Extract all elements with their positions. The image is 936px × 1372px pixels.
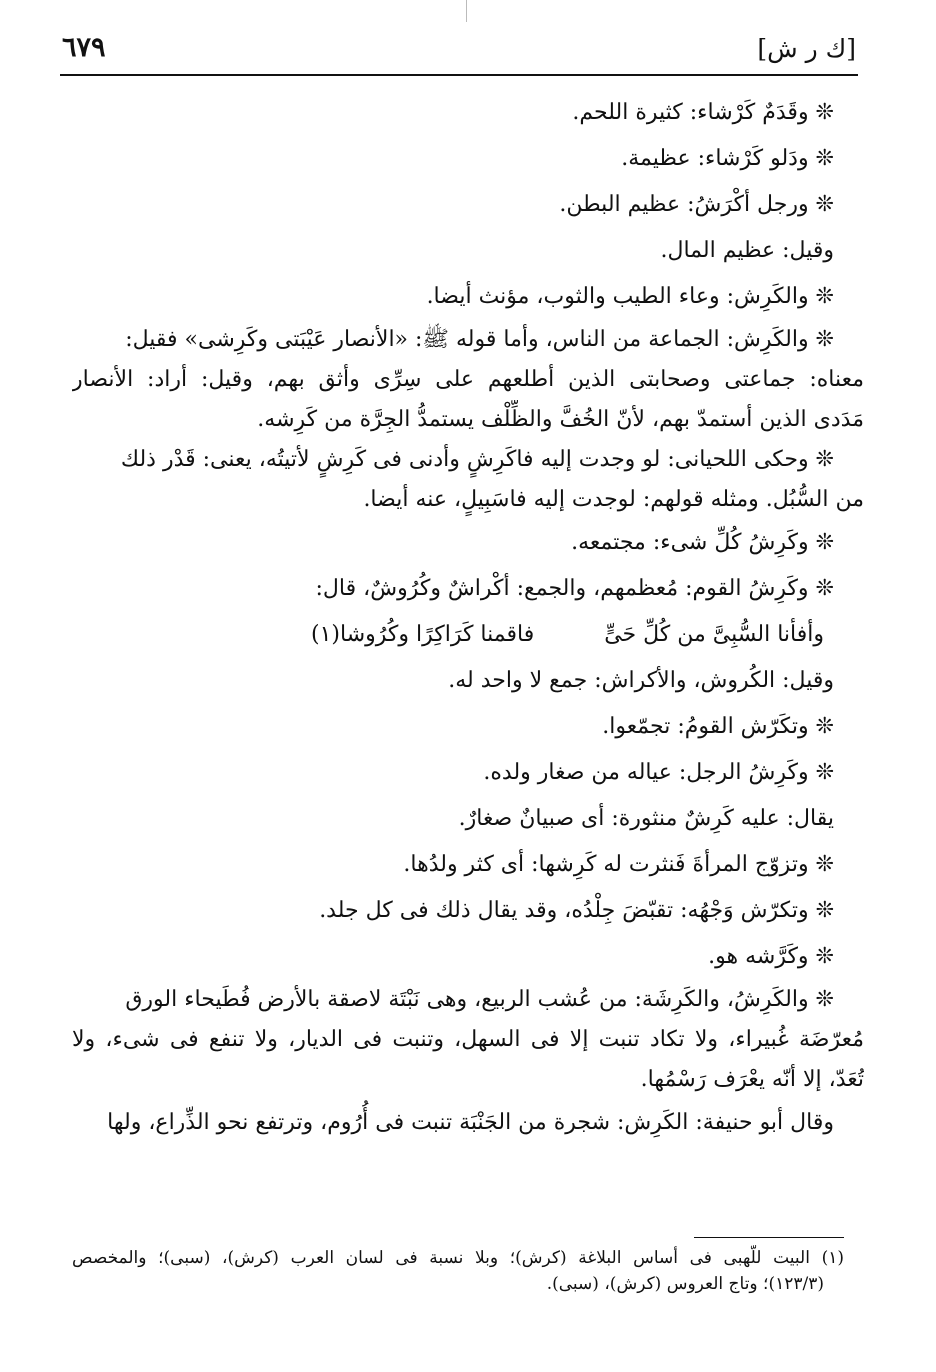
- verse-first-hemistich: وأفأنا السُّبِىَّ من كُلِّ حَىٍّ: [604, 622, 824, 647]
- text-line: ❊ وتكَرّش القومُ: تجمّعوا.: [602, 714, 834, 739]
- text-line: مَدَدى الذين أستمدّ بهم، لأنّ الخُفَّ والظِّلْف يستمدُّ الجِرَّة من كَرِشه.: [257, 407, 864, 432]
- scan-mark: [466, 0, 467, 22]
- text-line: ❊ وقَدَمٌ كَرْشاء: كثيرة اللحم.: [572, 100, 834, 125]
- text-line: تُعَدّ، إلا أنّه يعْرَف رَسْمُها.: [640, 1067, 864, 1092]
- footnote-line: (١٢٣/٣)؛ وتاج العروس (كرش)، (سبى).: [546, 1274, 824, 1294]
- text-line: ❊ وكَرَّشه هو.: [708, 944, 834, 969]
- running-head: [ك ر ش]: [757, 34, 856, 63]
- text-line: يقال: عليه كَرِشٌ منثورة: أى صبيانٌ صغارٌ.: [458, 806, 834, 831]
- text-line: ❊ والكَرِش: الجماعة من الناس، وأما قوله ﷺ: «الأنصار عَيْبَتى وكَرِشى» فقيل:: [125, 327, 834, 352]
- page-number: ٦٧٩: [62, 32, 106, 63]
- header-rule: [60, 74, 858, 76]
- poem-verse: [72, 612, 834, 658]
- page-header: [62, 30, 856, 70]
- text-line: وقيل: الكُروش، والأكراش: جمع لا واحد له.: [448, 668, 834, 693]
- text-line: ❊ وكَرِشُ كُلِّ شىء: مجتمعه.: [571, 530, 834, 555]
- text-line: ❊ وكَرِشُ الرجل: عياله من صغار ولده.: [483, 760, 834, 785]
- text-line: ❊ والكَرِشُ، والكَرِشَة: من عُشب الربيع، وهى نَبْتَة لاصقة بالأرض فُطَيحاء الورق: [125, 987, 834, 1012]
- footnotes: [72, 1245, 844, 1297]
- footnote-rule: [694, 1237, 844, 1238]
- text-line: ❊ وحكى اللحيانى: لو وجدت إليه فاكَرِشٍ وأدنى فى كَرِشٍ لأتيتُه، يعنى: قَدْر ذلك: [120, 447, 834, 472]
- text-line: ❊ والكَرِش: وعاء الطيب والثوب، مؤنث أيضا.: [426, 284, 834, 309]
- text-line: ❊ ودَلو كَرْشاء: عظيمة.: [621, 146, 834, 171]
- text-line: معناه: جماعتى وصحابتى الذين أطلعهم على سِرِّى وأثق بهم، وقيل: أراد: الأنصار: [72, 367, 864, 392]
- text-line: وقال أبو حنيفة: الكَرِش: شجرة من الجَنْبَة تنبت فى أُرُوم، وترتفع نحو الذِّراع، ولها: [107, 1110, 834, 1135]
- text-line: ❊ ورجل أكْرَشُ: عظيم البطن.: [559, 192, 834, 217]
- text-line: ❊ وتكرّش وَجْهُه: تقبّضَ جِلْدُه، وقد يقال ذلك فى كل جلد.: [319, 898, 834, 923]
- text-line: من السُّبُل. ومثله قولهم: لوجدت إليه فاسَبِيلٍ، عنه أيضا.: [363, 487, 864, 512]
- main-text: [72, 90, 864, 1146]
- text-line: ❊ وكَرِشُ القوم: مُعظمهم، والجمع: أكْراشٌ وكُرُوشٌ، قال:: [315, 576, 834, 601]
- footnote-line: (١) البيت للّهبى فى أساس البلاغة (كرش)؛ وبلا نسبة فى لسان العرب (كرش)، (سبى)؛ والمخصص: [72, 1248, 844, 1268]
- verse-second-hemistich: فاقمنا كَرَاكِرًا وكُرُوشا(١): [310, 622, 535, 647]
- text-line: ❊ وتزوّج المرأةَ فَنثرت له كَرِشها: أى كثر ولدُها.: [403, 852, 834, 877]
- text-line: وقيل: عظيم المال.: [660, 238, 834, 263]
- text-line: مُعرّضَة غُبيراء، ولا تكاد تنبت إلا فى السهل، وتنبت فى الديار، ولا تنفع فى شىء، ولا: [72, 1027, 864, 1052]
